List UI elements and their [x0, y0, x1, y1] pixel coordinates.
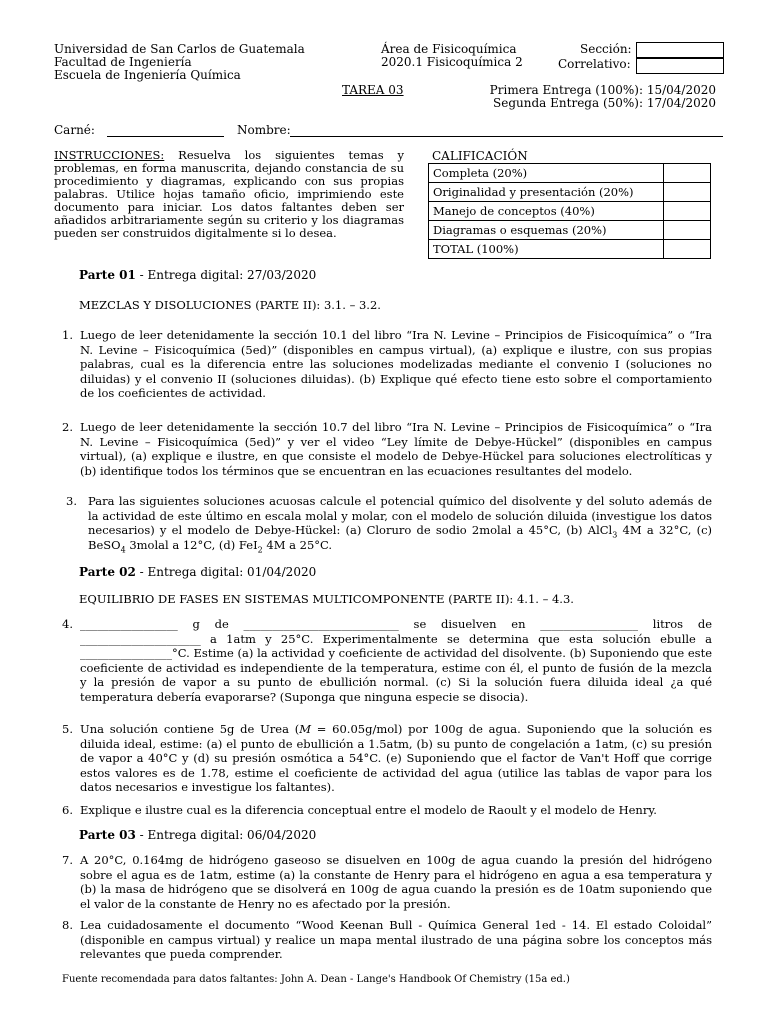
instructions-label: INSTRUCCIONES:: [54, 148, 165, 162]
first-delivery: Primera Entrega (100%): 15/04/2020: [489, 83, 716, 97]
correlative-field[interactable]: [636, 57, 724, 74]
part2-section: EQUILIBRIO DE FASES EN SISTEMAS MULTICOMPONENTE (PARTE II): 4.1. – 4.3.: [79, 592, 574, 606]
question-number: 4.: [62, 617, 73, 631]
q5-text-1: Una solución contiene 5g de Urea (: [80, 722, 300, 736]
grading-table: [428, 163, 711, 259]
part1-section: MEZCLAS Y DISOLUCIONES (PARTE II): 3.1. – 3.2.: [79, 298, 381, 312]
part1-date: - Entrega digital: 27/03/2020: [135, 268, 317, 282]
question-3: [62, 494, 712, 552]
grading-criterion: TOTAL (100%): [429, 240, 664, 259]
blank-volume[interactable]: _________________: [540, 617, 639, 631]
header-center: [381, 43, 523, 69]
question-text: [80, 722, 712, 795]
grading-criterion: Completa (20%): [429, 164, 664, 183]
grading-score[interactable]: [664, 221, 711, 240]
area-name: Área de Fisicoquímica: [381, 42, 517, 56]
part1-heading: [79, 268, 316, 282]
second-delivery: Segunda Entrega (50%): 17/04/2020: [493, 96, 716, 110]
question-number: 1.: [62, 328, 73, 342]
carne-label: Carné:: [54, 123, 95, 137]
question-text: [80, 617, 712, 704]
q3-sub-1: 3: [612, 530, 618, 540]
header-left: [54, 43, 305, 82]
grading-score[interactable]: [664, 240, 711, 259]
grading-score[interactable]: [664, 164, 711, 183]
q4-text-4: a 1atm y 25°C. Experimentalmente se determina que esta solución ebulle a: [200, 631, 712, 646]
course-name: 2020.1 Fisicoquímica 2: [381, 55, 523, 69]
question-number: 6.: [62, 803, 73, 817]
assignment-title: TAREA 03: [342, 83, 404, 97]
q3-text-d: 4M a 25°C.: [262, 537, 333, 552]
section-label: Sección:: [580, 42, 632, 56]
grading-score[interactable]: [664, 183, 711, 202]
question-text: Explique e ilustre cual es la diferencia conceptual entre el modelo de Raoult y el modelo de Henry.: [80, 803, 657, 817]
university-name: Universidad de San Carlos de Guatemala: [54, 42, 305, 56]
question-1: [62, 328, 712, 401]
school-name: Escuela de Ingeniería Química: [54, 68, 241, 82]
question-text: Luego de leer detenidamente la sección 10.7 del libro “Ira N. Levine – Principios de Fisicoquímica” o “Ira N. Levine – Fisicoquímica (5ed)” y ver el video “Ley límite de Debye-Hückel” (disponibles en campus virtual), (a) explique e ilustre, en que consiste el modelo de Debye-Hückel para soluciones electrolíticas y (b) identifique todos los términos que se encuentran en las ecuaciones resultantes del modelo.: [80, 420, 712, 478]
blank-solvent[interactable]: _____________________: [80, 631, 201, 646]
part1-title: Parte 01: [79, 268, 136, 282]
grading-criterion: Diagramas o esquemas (20%): [429, 221, 664, 240]
carne-field[interactable]: [107, 136, 224, 137]
question-5: [62, 722, 712, 795]
question-number: 7.: [62, 853, 73, 867]
blank-solute[interactable]: ___________________________: [243, 617, 399, 631]
part3-date: - Entrega digital: 06/04/2020: [135, 828, 317, 842]
question-4: [62, 617, 712, 704]
question-7: [62, 853, 712, 911]
name-label: Nombre:: [237, 123, 291, 137]
part2-date: - Entrega digital: 01/04/2020: [135, 565, 317, 579]
question-8: [62, 918, 712, 962]
question-number: 2.: [62, 420, 73, 434]
q4-text-2: se disuelven en: [398, 617, 541, 631]
q3-text-c: 3molal a 12°C, (d) FeI: [125, 537, 258, 552]
question-6: [62, 803, 712, 818]
q5-molar-mass-symbol: M: [299, 722, 311, 736]
q4-text-3: litros de: [638, 617, 713, 631]
q3-text-a: Para las siguientes soluciones acuosas calcule el potencial químico del disolvente y del soluto además de la actividad de este último en escala molal y molar, con el modelo de solución diluida (investigue los datos necesarios) y el modelo de Debye-Hückel: (a) Cloruro de sodio 2molal a 45°C, (b) AlCl: [88, 494, 712, 537]
q4-text-1: g de: [177, 617, 244, 631]
correlative-label: Correlativo:: [558, 57, 631, 71]
delivery-dates: [489, 84, 716, 110]
footer-source: Fuente recomendada para datos faltantes: John A. Dean - Lange's Handbook Of Chemistry (15a ed.): [62, 974, 570, 985]
q3-sub-2: 4: [120, 544, 126, 554]
grading-row: [429, 164, 711, 183]
question-number: 5.: [62, 722, 73, 736]
grading-criterion: Manejo de conceptos (40%): [429, 202, 664, 221]
q3-sub-3: 2: [257, 544, 263, 554]
instructions: [54, 149, 404, 240]
grading-row: [429, 240, 711, 259]
q4-text-5: °C. Estime (a) la actividad y coeficiente de actividad del disolvente. (b) Suponiendo que este coeficiente de actividad es independiente de la temperatura, estime con él, el punto de fusión de la mezcla y la presión de vapor a su punto de ebullición normal. (c) Si la solución fuera diluida ideal ¿a qué temperatura debería evaporarse? (Suponga que ninguna especie se disocia).: [80, 646, 712, 704]
grading-criterion: Originalidad y presentación (20%): [429, 183, 664, 202]
q3-text-b: 4M a 32°C, (c) BeSO: [88, 523, 712, 552]
name-field[interactable]: [290, 136, 723, 137]
grading-title: CALIFICACIÓN: [432, 149, 528, 163]
blank-mass[interactable]: _________________: [80, 617, 178, 631]
faculty-name: Facultad de Ingeniería: [54, 55, 192, 69]
question-number: 8.: [62, 918, 73, 932]
question-text: A 20°C, 0.164mg de hidrógeno gaseoso se disuelven en 100g de agua cuando la presión del hidrógeno sobre el agua es de 1atm, estime (a) la constante de Henry para el hidrógeno en agua a esa temperatura y (b) la masa de hidrógeno que se disolverá en 100g de agua cuando la presión es de 10atm suponiendo que el valor de la constante de Henry no es afectado por la presión.: [80, 853, 712, 911]
part3-title: Parte 03: [79, 828, 136, 842]
grading-score[interactable]: [664, 202, 711, 221]
q5-text-2: = 60.05g/mol) por 100g de agua. Suponiendo que la solución es diluida ideal, estime: (a) el punto de ebullición a 1.5atm, (b) su punto de congelación a 1atm, (c) su presión de vapor a 40°C y (d) su presión osmótica a 54°C. (e) Suponiendo que el factor de Van't Hoff que corrige estos valores es de 1.78, estime el coeficiente de actividad del agua (utilice las tablas de vapor para los datos necesarios e investigue los faltantes).: [80, 722, 712, 794]
question-text: [88, 494, 712, 552]
question-text: Lea cuidadosamente el documento “Wood Keenan Bull - Química General 1ed - 14. El estado Coloidal” (disponible en campus virtual) y realice un mapa mental ilustrado de una página sobre los conceptos más relevantes que pueda comprender.: [80, 918, 712, 961]
question-number: 3.: [66, 494, 77, 508]
instructions-text: Resuelva los siguientes temas y problemas, en forma manuscrita, dejando constancia de su procedimiento y diagramas, explicando con sus propias palabras. Utilice hojas tamaño oficio, imprimiendo este documento para iniciar. Los datos faltantes deben ser añadidos arbitrariamente según su criterio y los diagramas pueden ser construidos digitalmente si lo desea.: [54, 148, 404, 240]
question-text: Luego de leer detenidamente la sección 10.1 del libro “Ira N. Levine – Principios de Fisicoquímica” o “Ira N. Levine – Fisicoquímica (5ed)” (disponibles en campus virtual), (a) explique e ilustre, con sus propias palabras, cual es la diferencia entre las soluciones modelizadas mediante el convenio I (soluciones no diluidas) y el convenio II (soluciones diluidas). (b) Explique qué efecto tiene esto sobre el comportamiento de los coeficientes de actividad.: [80, 328, 712, 400]
grading-row: [429, 221, 711, 240]
question-2: [62, 420, 712, 478]
grading-row: [429, 202, 711, 221]
part2-title: Parte 02: [79, 565, 136, 579]
part2-heading: [79, 565, 316, 579]
blank-temperature[interactable]: ________________: [80, 646, 172, 660]
grading-row: [429, 183, 711, 202]
part3-heading: [79, 828, 316, 842]
